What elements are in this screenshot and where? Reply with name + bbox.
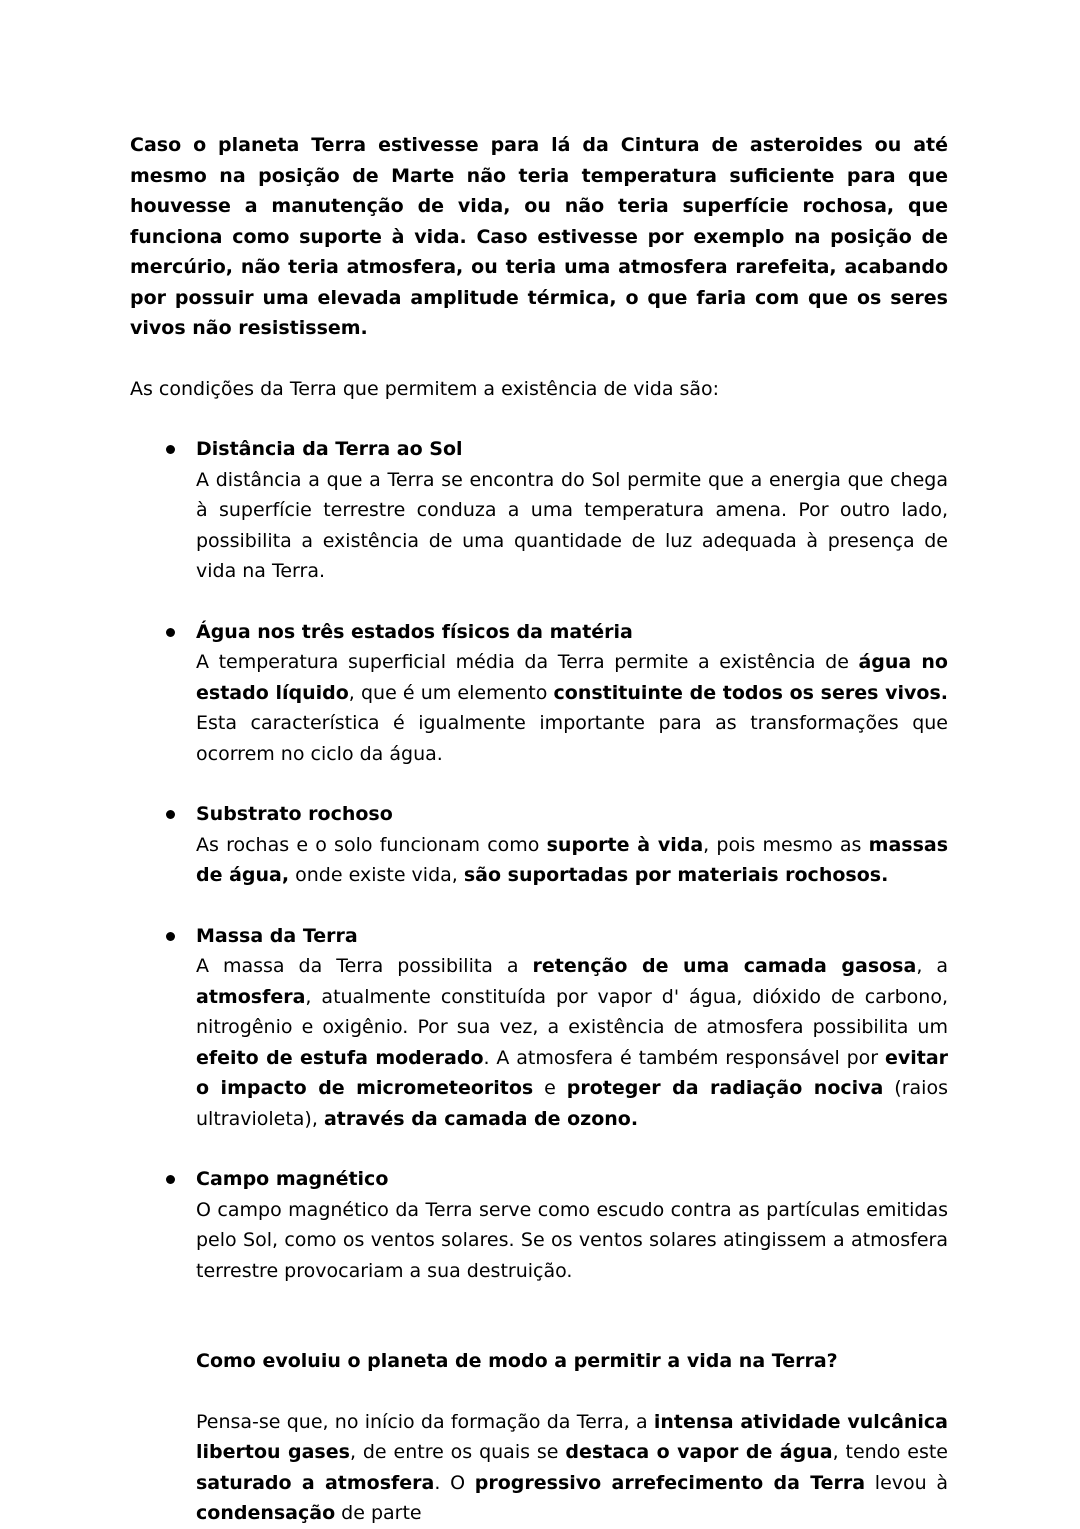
item-title: Substrato rochoso (196, 803, 393, 825)
list-item-rocky-substrate (130, 799, 948, 891)
highlight: massas de água, (196, 833, 949, 886)
highlight: saturado a atmosfera (196, 1471, 435, 1494)
intro-paragraph (130, 130, 948, 344)
highlight: através da camada de ozono. (323, 1107, 639, 1130)
highlight: intensa atividade vulcânica libertou gases (196, 1410, 949, 1463)
conditions-list (130, 434, 948, 1286)
list-item-earth-mass (130, 921, 948, 1135)
section-heading: Como evoluiu o planeta de modo a permitir a vida na Terra? (196, 1350, 838, 1372)
evolution-section (130, 1346, 948, 1529)
highlight: efeito de estufa moderado (196, 1046, 484, 1069)
bullet-icon (166, 810, 175, 819)
document-page (130, 130, 948, 1529)
bullet-icon (166, 932, 175, 941)
highlight: são suportadas por materiais rochosos. (463, 864, 889, 886)
list-item-distance (130, 434, 948, 587)
item-text: A distância a que a Terra se encontra do Sol permite que a energia que chega à superfície terrestre conduza a uma temperatura amena. Por outro lado, possibilita a existência de uma quantidade de luz adequada à presença de vida na Terra. (196, 468, 948, 582)
highlight: evitar o impacto de micrometeoritos (196, 1046, 949, 1099)
bullet-icon (166, 445, 175, 454)
highlight: água no estado líquido (196, 651, 948, 704)
highlight: condensação (196, 1502, 336, 1524)
highlight: suporte à vida (546, 833, 704, 856)
item-title: Água nos três estados físicos da matéria (196, 620, 633, 643)
highlight: constituinte de todos os seres vivos. (553, 681, 949, 704)
item-text: O campo magnético da Terra serve como escudo contra as partículas emitidas pelo Sol, como os ventos solares. Se os ventos solares atingissem a atmosfera terrestre provocariam a sua destruição. (196, 1198, 948, 1282)
item-title: Massa da Terra (196, 924, 358, 947)
section-paragraph: Pensa-se que, no início da formação da Terra, a intensa atividade vulcânica libertou gases, de entre os quais se destaca o vapor de água, tendo este saturado a atmosfera. O progressivo arrefecimento da Terra levou à condensação de parte (196, 1410, 949, 1524)
intro-text: Caso o planeta Terra estivesse para lá da Cintura de asteroides ou até mesmo na posição de Marte não teria temperatura suficiente para que houvesse a manutenção de vida, ou não teria superfície rochosa, que funciona como suporte à vida. Caso estivesse por exemplo na posição de mercúrio, não teria atmosfera, ou teria uma atmosfera rarefeita, acabando por possuir uma elevada amplitude térmica, o que faria com que os seres vivos não resistissem. (130, 134, 948, 339)
highlight: proteger da radiação nociva (566, 1077, 884, 1099)
highlight: retenção de uma camada gasosa (532, 955, 917, 977)
bullet-icon (166, 628, 175, 637)
list-item-magnetic-field (130, 1164, 948, 1286)
item-title: Campo magnético (196, 1168, 389, 1190)
list-item-water (130, 617, 948, 770)
item-text: A massa da Terra possibilita a retenção de uma camada gasosa, a atmosfera, atualmente constituída por vapor d' água, dióxido de carbono, nitrogênio e oxigênio. Por sua vez, a existência de atmosfera possibilita um efeito de estufa moderado. A atmosfera é também responsável por evitar o impacto de micrometeoritos e proteger da radiação nociva (raios ultravioleta), através da camada de ozono. (196, 955, 949, 1130)
item-title: Distância da Terra ao Sol (196, 438, 463, 460)
item-text: As rochas e o solo funcionam como suporte à vida, pois mesmo as massas de água, onde existe vida, são suportadas por materiais rochosos. (196, 833, 949, 886)
conditions-lead: As condições da Terra que permitem a existência de vida são: (130, 377, 720, 400)
item-text: A temperatura superficial média da Terra permite a existência de água no estado líquido, que é um elemento constituinte de todos os seres vivos. Esta característica é igualmente importante para as transformações que ocorrem no ciclo da água. (196, 651, 949, 765)
highlight: progressivo arrefecimento da Terra (474, 1471, 866, 1494)
bullet-icon (166, 1175, 175, 1184)
highlight: atmosfera (196, 985, 306, 1008)
highlight: destaca o vapor de água (565, 1441, 833, 1463)
